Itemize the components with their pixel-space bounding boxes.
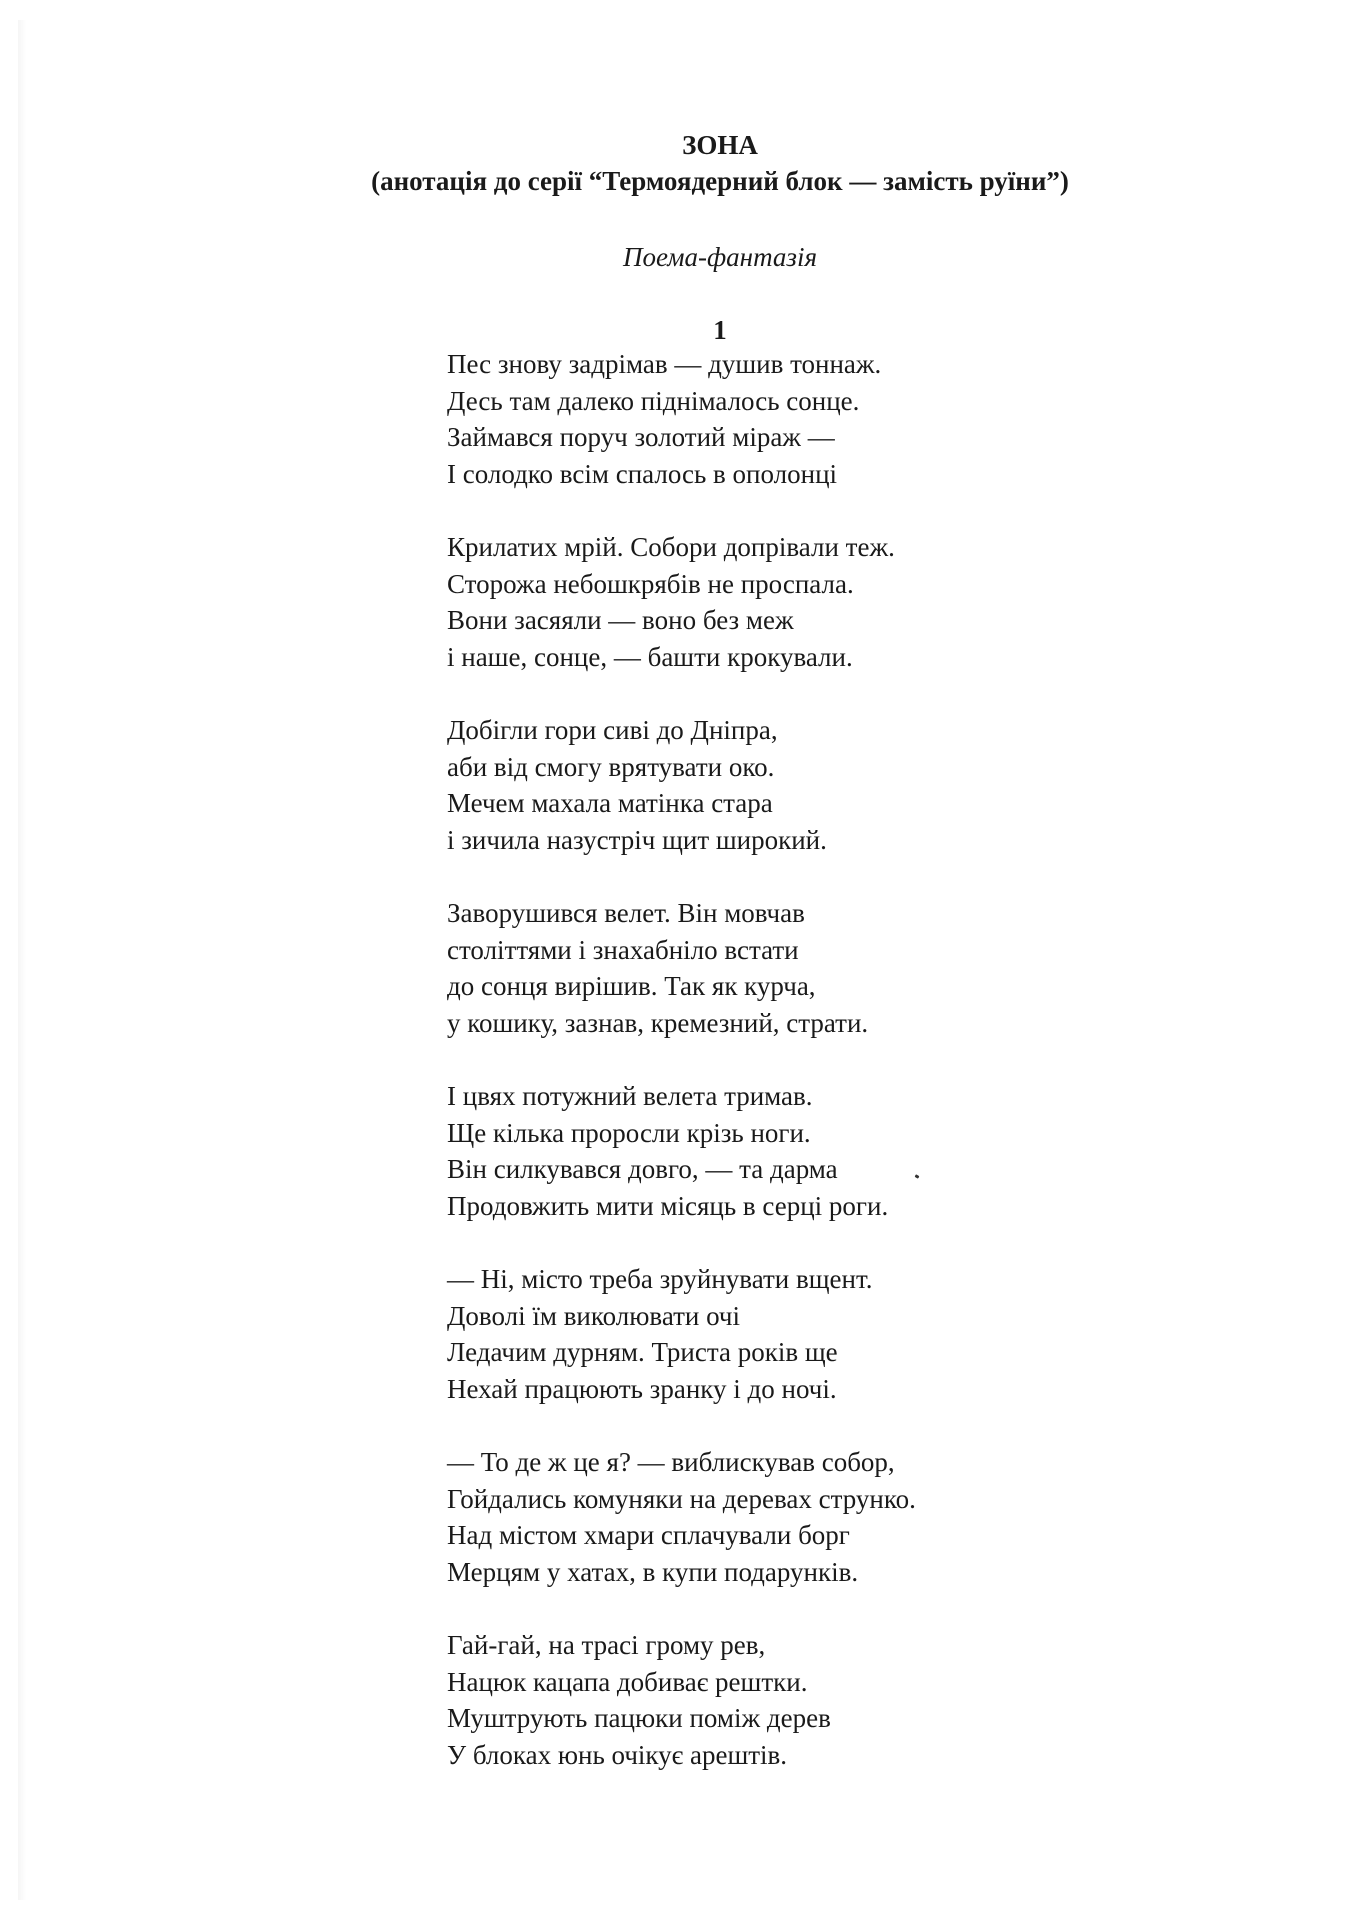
poem-line: у кошику, зазнав, кремезний, страти. [447, 1007, 869, 1038]
poem-line: до сонця вирішив. Так як курча, [447, 971, 816, 1001]
section-number: 1 [713, 315, 727, 345]
poem-line: і зичила назустріч щит широкий. [447, 824, 827, 855]
poem-line: І солодко всім спалось в ополонці [447, 458, 838, 489]
stanza-5 [447, 1078, 1147, 1224]
poem-line: аби від смогу врятувати око. [447, 751, 775, 782]
scan-edge-shadow [18, 20, 26, 1900]
poem-line: Нехай працюють зранку і до ночі. [447, 1373, 837, 1404]
poem-genre: Поема-фантазія [622, 242, 817, 272]
poem-line: Муштрують пацюки поміж дерев [447, 1703, 831, 1733]
poem-line: Гай-гай, на трасі грому рев, [447, 1630, 766, 1660]
stanza-4 [447, 895, 1147, 1041]
poem-line: Доволі їм виколювати очі [447, 1300, 740, 1331]
poem-line: Добігли гори сиві до Дніпра, [447, 715, 778, 745]
poem-line: Вони засяяли — воно без меж [447, 605, 794, 635]
stanza-6 [447, 1261, 1147, 1407]
poem-line: Над містом хмари сплачували борг [447, 1520, 850, 1550]
poem-line: Пес знову задрімав — душив тоннаж. [447, 349, 882, 379]
poem-subtitle: (анотація до серії “Термоядерний блок — замість руїни”) [371, 166, 1069, 196]
poem-line: І цвях потужний велета тримав. [447, 1081, 813, 1111]
poem-title: ЗОНА [682, 130, 758, 160]
stanza-7 [447, 1444, 1147, 1590]
poem-line: — Ні, місто треба зруйнувати вщент. [447, 1264, 873, 1294]
poem-line: Він силкувався довго, — та дарма [447, 1154, 838, 1184]
poem-line: Десь там далеко піднімалось сонце. [447, 385, 860, 416]
poem-line: Нацюк кацапа добиває рештки. [447, 1666, 808, 1697]
stanza-8 [447, 1627, 1147, 1773]
poem-line: століттями і знахабніло встати [447, 934, 799, 965]
poem-line: Продовжить мити місяць в серці роги. [447, 1190, 889, 1221]
poem-line: Мечем махала матінка стара [447, 788, 773, 818]
poem-line: Ще кілька проросли крізь ноги. [447, 1117, 811, 1148]
poem-line: Мерцям у хатах, в купи подарунків. [447, 1556, 859, 1587]
poem-line: Ледачим дурням. Триста років ще [447, 1337, 838, 1367]
poem-line: Сторожа небошкрябів не проспала. [447, 568, 854, 599]
stanza-1 [447, 346, 1147, 492]
poem-line: Гойдались комуняки на деревах струнко. [447, 1483, 916, 1514]
poem-line: У блоках юнь очікує арештів. [447, 1739, 788, 1770]
stanza-3 [447, 712, 1147, 858]
poem-line: Крилатих мрій. Собори допрівали теж. [447, 532, 895, 562]
poem-body [447, 346, 1147, 1810]
poem-line: Займався поруч золотий міраж — [447, 422, 835, 452]
poem-line: Заворушився велет. Він мовчав [447, 898, 805, 928]
poem-line: — То де ж це я? — виблискував собор, [447, 1447, 895, 1477]
poem-line: і наше, сонце, — башти крокували. [447, 641, 853, 672]
stanza-2 [447, 529, 1147, 675]
